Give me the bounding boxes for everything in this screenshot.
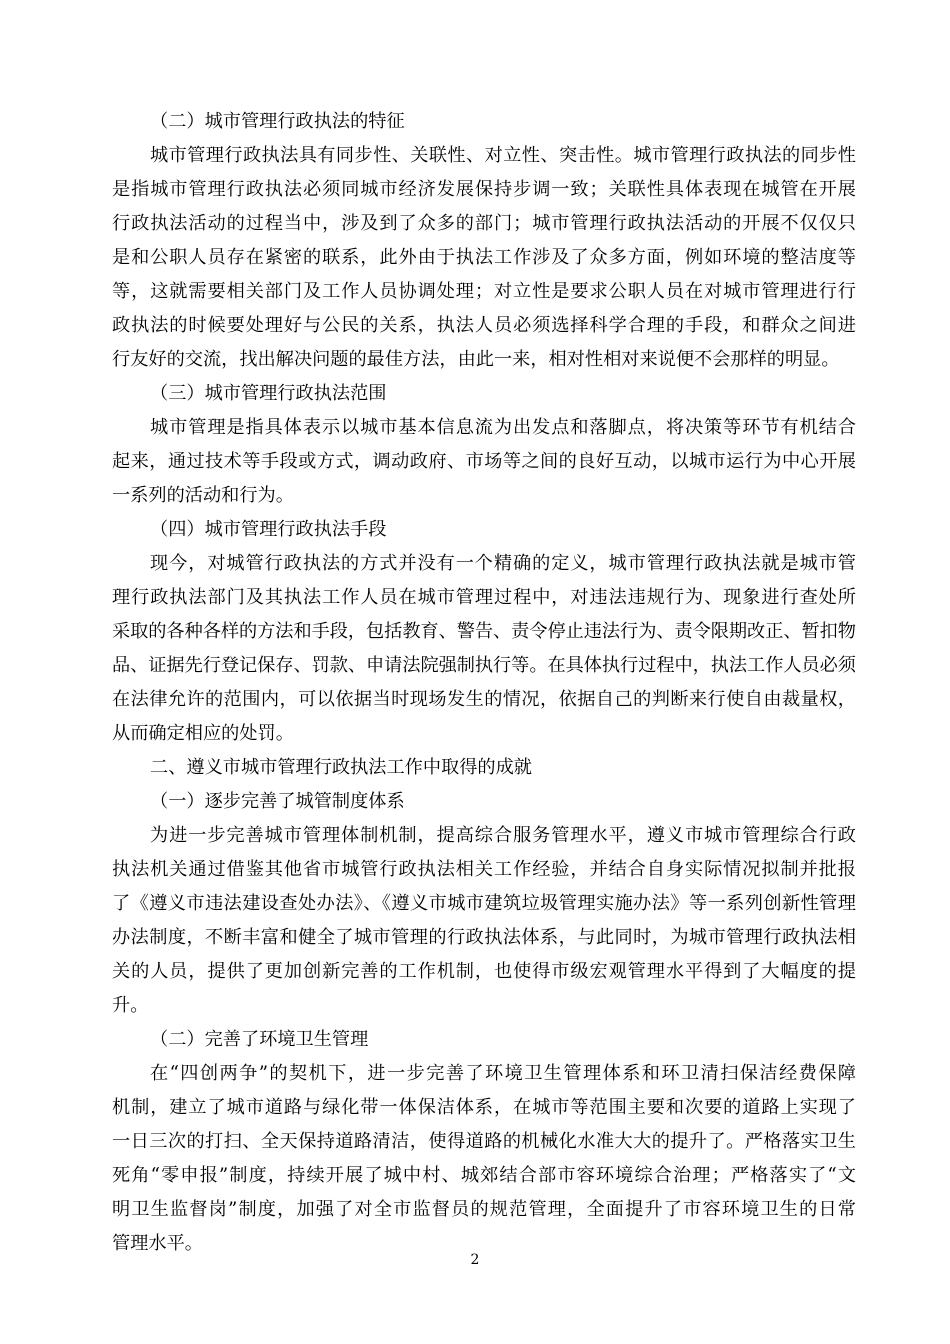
- text-line: 采取的各种各样的方法和手段，包括教育、警告、责令停止违法行为、责令限期改正、暂扣物: [112, 621, 856, 642]
- text-line: 政执法的时候要处理好与公民的关系，执法人员必须选择科学合理的手段，和群众之间进: [112, 315, 857, 336]
- section-heading: [112, 1023, 856, 1057]
- text-line: 升。: [112, 995, 149, 1016]
- page-number: 2: [470, 1252, 480, 1268]
- text-line: 是指城市管理行政执法必须同城市经济发展保持步调一致；关联性具体表现在城管在开展: [112, 179, 857, 200]
- text-line: 从而确定相应的处罚。: [112, 723, 294, 744]
- text-line: （二）城市管理行政执法的特征: [150, 111, 405, 132]
- text-line: 在法律允许的范围内，可以依据当时现场发生的情况，依据自己的判断来行使自由裁量权，: [112, 689, 857, 710]
- text-line: 一日三次的打扫、全天保持道路清洁，使得道路的机械化水准大大的提升了。严格落实卫生: [112, 1131, 857, 1152]
- text-line: 为进一步完善城市管理体制机制，提高综合服务管理水平，遵义市城市管理综合行政: [150, 825, 857, 846]
- text-line: 二、遵义市城市管理行政执法工作中取得的成就: [150, 757, 532, 778]
- text-line: 城市管理是指具体表示以城市基本信息流为出发点和落脚点，将决策等环节有机结合: [150, 417, 857, 438]
- text-line: 一系列的活动和行为。: [112, 485, 294, 506]
- text-line: 起来，通过技术等手段或方式，调动政府、市场等之间的良好互动，以城市运行为中心开展: [112, 451, 857, 472]
- section-heading: [112, 751, 856, 785]
- text-line: 行友好的交流，找出解决问题的最佳方法，由此一来，相对性相对来说便不会那样的明显。: [112, 349, 840, 370]
- text-line: 执法机关通过借鉴其他省市城管行政执法相关工作经验，并结合自身实际情况拟制并批报: [112, 859, 857, 880]
- text-line: 是和公职人员存在紧密的联系，此外由于执法工作涉及了众多方面，例如环境的整洁度等: [112, 247, 857, 268]
- text-line: （三）城市管理行政执法范围: [150, 383, 387, 404]
- text-line: （二）完善了环境卫生管理: [150, 1029, 369, 1050]
- body-paragraph: [112, 411, 856, 513]
- body-paragraph: [112, 1057, 856, 1261]
- text-line: 了《遵义市违法建设查处办法》、《遵义市城市建筑垃圾管理实施办法》等一系列创新性管理: [112, 893, 857, 914]
- text-line: 死角“零申报”制度，持续开展了城中村、城郊结合部市容环境综合治理；严格落实了“文: [112, 1165, 858, 1186]
- text-line: 在“四创两争”的契机下，进一步完善了环境卫生管理体系和环卫清扫保洁经费保障: [150, 1063, 858, 1084]
- section-heading: [112, 513, 856, 547]
- section-heading: [112, 105, 856, 139]
- document-body: [112, 105, 856, 1261]
- text-line: （四）城市管理行政执法手段: [150, 519, 387, 540]
- body-paragraph: [112, 819, 856, 1023]
- section-heading: [112, 377, 856, 411]
- text-line: （一）逐步完善了城管制度体系: [150, 791, 405, 812]
- text-line: 办法制度，不断丰富和健全了城市管理的行政执法体系，与此同时，为城市管理行政执法相: [112, 927, 857, 948]
- text-line: 管理水平。: [112, 1233, 203, 1254]
- body-paragraph: [112, 139, 856, 377]
- text-line: 品、证据先行登记保存、罚款、申请法院强制执行等。在具体执行过程中，执法工作人员必须: [112, 655, 856, 676]
- text-line: 机制，建立了城市道路与绿化带一体保洁体系，在城市等范围主要和次要的道路上实现了: [112, 1097, 857, 1118]
- text-line: 城市管理行政执法具有同步性、关联性、对立性、突击性。城市管理行政执法的同步性: [150, 145, 857, 166]
- text-line: 行政执法活动的过程当中，涉及到了众多的部门；城市管理行政执法活动的开展不仅仅只: [112, 213, 857, 234]
- text-line: 等，这就需要相关部门及工作人员协调处理；对立性是要求公职人员在对城市管理进行行: [112, 281, 857, 302]
- text-line: 关的人员，提供了更加创新完善的工作机制，也使得市级宏观管理水平得到了大幅度的提: [112, 961, 857, 982]
- section-heading: [112, 785, 856, 819]
- body-paragraph: [112, 547, 856, 751]
- text-line: 理行政执法部门及其执法工作人员在城市管理过程中，对违法违规行为、现象进行查处所: [112, 587, 857, 608]
- text-line: 明卫生监督岗”制度，加强了对全市监督员的规范管理，全面提升了市容环境卫生的日常: [112, 1199, 858, 1220]
- text-line: 现今，对城管行政执法的方式并没有一个精确的定义，城市管理行政执法就是城市管: [150, 553, 857, 574]
